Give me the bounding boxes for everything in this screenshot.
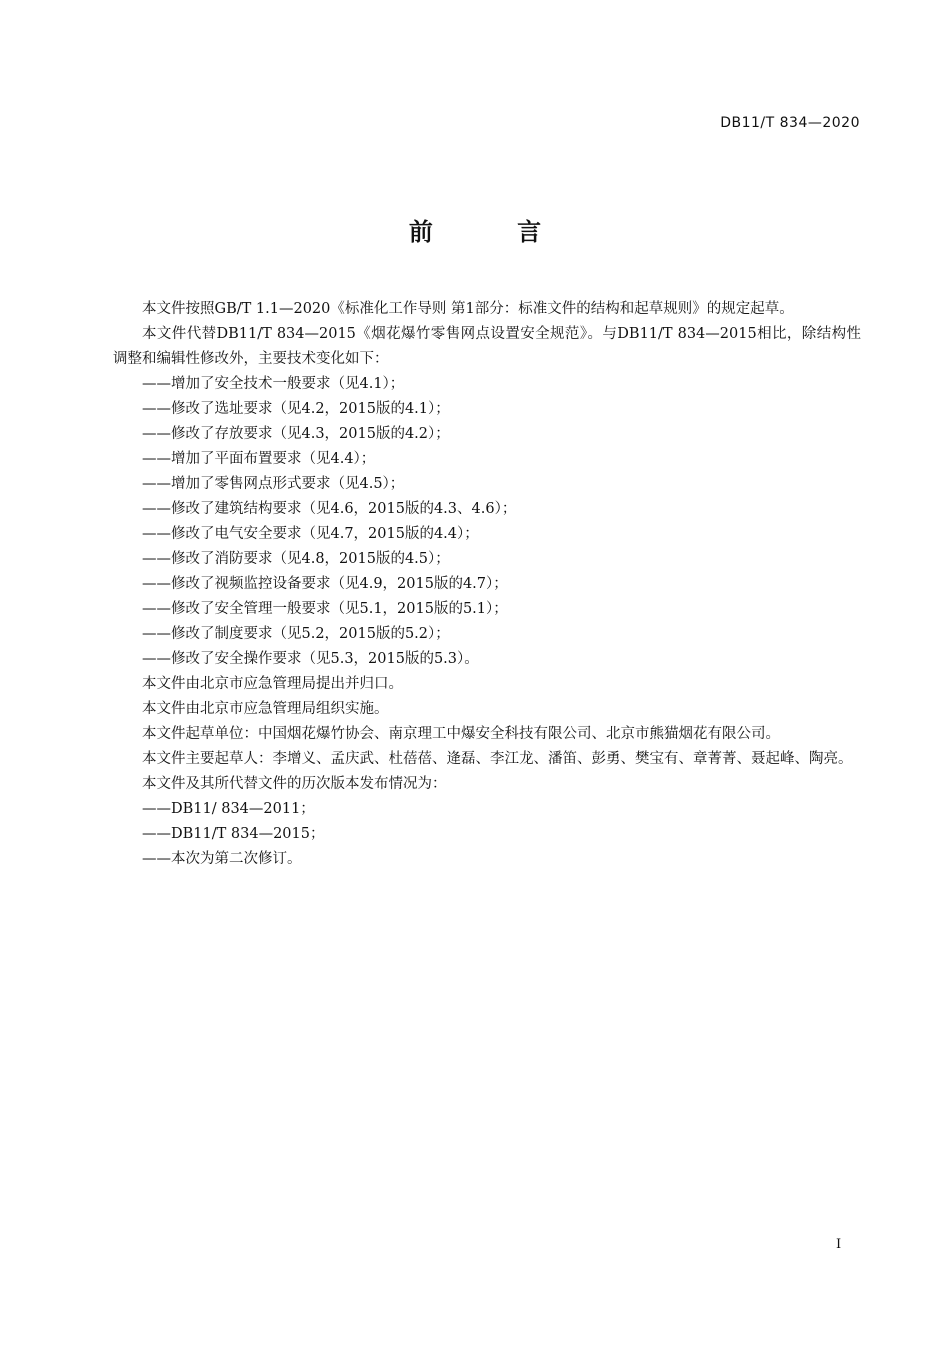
change-list [113, 372, 861, 672]
list-item: ——修改了制度要求（见5.2，2015版的5.2）； [142, 626, 450, 642]
list-item: ——修改了视频监控设备要求（见4.9，2015版的4.7）； [142, 576, 508, 592]
list-item: ——修改了选址要求（见4.2，2015版的4.1）； [142, 401, 450, 417]
list-item: ——本次为第二次修订。 [142, 851, 302, 867]
paragraph-replacement: 本文件代替DB11/T 834—2015《烟花爆竹零售网点设置安全规范》。与DB11/T 834—2015相比，除结构性调整和编辑性修改外，主要技术变化如下： [113, 326, 861, 367]
paragraph-drafting-units: 本文件起草单位：中国烟花爆竹协会、南京理工中爆安全科技有限公司、北京市熊猫烟花有限公司。 [142, 726, 780, 742]
list-item: ——DB11/ 834—2011； [142, 801, 315, 817]
list-item: ——增加了平面布置要求（见4.4）； [142, 451, 376, 467]
list-item: ——修改了建筑结构要求（见4.6，2015版的4.3、4.6）； [142, 501, 517, 517]
page-title: 前 言 [408, 218, 580, 246]
paragraph-version-history: 本文件及其所代替文件的历次版本发布情况为： [142, 776, 447, 792]
list-item: ——修改了电气安全要求（见4.7，2015版的4.4）； [142, 526, 479, 542]
list-item: ——修改了存放要求（见4.3，2015版的4.2）； [142, 426, 450, 442]
list-item: ——修改了消防要求（见4.8，2015版的4.5）； [142, 551, 450, 567]
list-item: ——修改了安全操作要求（见5.3，2015版的5.3）。 [142, 651, 479, 667]
list-item: ——修改了安全管理一般要求（见5.1，2015版的5.1）； [142, 601, 508, 617]
paragraph-drafting-rule: 本文件按照GB/T 1.1—2020《标准化工作导则 第1部分：标准文件的结构和起草规则》的规定起草。 [142, 301, 794, 317]
paragraph-drafters: 本文件主要起草人：李增义、孟庆武、杜蓓蓓、逄磊、李江龙、潘笛、彭勇、樊宝有、章菁菁、聂起峰、陶亮。 [142, 751, 853, 767]
foreword-body [113, 297, 861, 872]
paragraph-proposer: 本文件由北京市应急管理局提出并归口。 [142, 676, 403, 692]
page-number: I [836, 1237, 842, 1252]
history-list [113, 797, 861, 872]
document-code: DB11/T 834—2020 [720, 115, 860, 131]
list-item: ——增加了零售网点形式要求（见4.5）； [142, 476, 405, 492]
list-item: ——增加了安全技术一般要求（见4.1）； [142, 376, 405, 392]
list-item: ——DB11/T 834—2015； [142, 826, 325, 842]
paragraph-implementer: 本文件由北京市应急管理局组织实施。 [142, 701, 389, 717]
